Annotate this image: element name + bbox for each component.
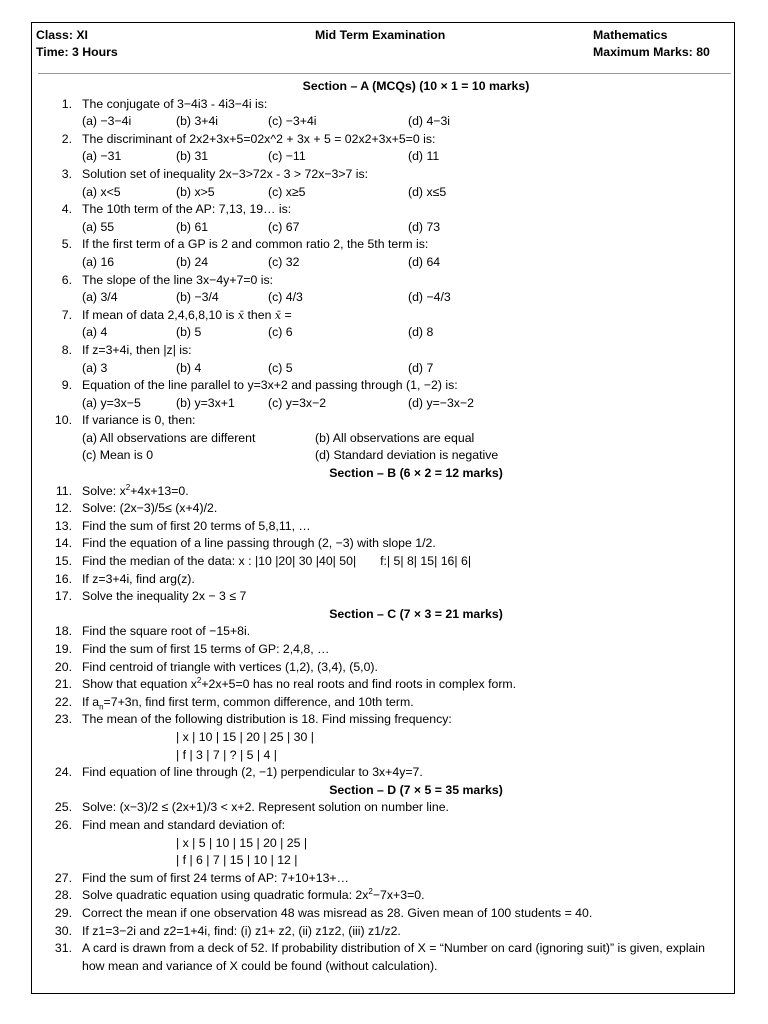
question-number: 21. — [54, 677, 72, 692]
option-a: (a) x<5 — [82, 184, 121, 199]
option-a: (a) −31 — [82, 149, 122, 164]
question-number: 11. — [55, 483, 72, 498]
table-row-f: | f | 6 | 7 | 15 | 10 | 12 | — [176, 853, 298, 868]
option-b: (b) −3/4 — [176, 290, 219, 305]
options-7 — [36, 324, 726, 342]
question-19 — [36, 641, 726, 659]
question-26 — [36, 817, 726, 835]
question-21 — [36, 676, 726, 694]
question-text-end: +2x+5=0 has no real roots and find roots in complex form. — [201, 677, 517, 692]
question-number: 31. — [54, 941, 72, 956]
question-13 — [36, 518, 726, 536]
question-text: The 10th term of the AP: 7,13, 19… is: — [82, 202, 292, 217]
option-b: (b) y=3x+1 — [176, 395, 235, 410]
option-b: (b) 5 — [176, 325, 202, 340]
option-d: (d) 73 — [408, 219, 441, 234]
section-d-heading: Section – D (7 × 5 = 35 marks) — [329, 782, 503, 797]
question-text: Solve: (2x−3)/5≤ (x+4)/2. — [82, 501, 218, 516]
question-number: 5. — [61, 237, 72, 252]
question-18 — [36, 623, 726, 641]
option-a: (a) 16 — [82, 254, 115, 269]
question-16 — [36, 571, 726, 589]
exponent: 2 — [368, 887, 373, 897]
option-a: (a) 55 — [82, 219, 115, 234]
table-row-f: | f | 3 | 7 | ? | 5 | 4 | — [176, 747, 277, 762]
question-text-end: +4x+13=0. — [130, 483, 189, 498]
question-8 — [36, 342, 726, 360]
question-1 — [36, 96, 726, 114]
question-24 — [36, 764, 726, 782]
class-label: Class: XI — [36, 28, 88, 42]
question-30 — [36, 923, 726, 941]
question-paper — [36, 78, 726, 975]
option-c: (c) −3+4i — [268, 114, 317, 129]
question-text-end: =7+3n, find first term, common difference, and 10th term. — [103, 694, 414, 709]
question-text-start: Show that equation x — [82, 677, 197, 692]
max-marks-label: Maximum Marks: 80 — [593, 45, 710, 59]
question-number: 20. — [54, 659, 72, 674]
question-text-start: Solve quadratic equation using quadratic formula: 2x — [82, 888, 369, 903]
options-1 — [36, 113, 726, 131]
question-text: If z=3+4i, then |z| is: — [82, 342, 192, 357]
option-b: (b) 24 — [176, 254, 209, 269]
question-text: Equation of the line parallel to y=3x+2 and passing through (1, −2) is: — [82, 378, 458, 393]
option-c: (c) y=3x−2 — [268, 395, 327, 410]
options-3 — [36, 184, 726, 202]
option-c: (c) 67 — [268, 219, 300, 234]
options-9 — [36, 395, 726, 413]
question-number: 18. — [54, 624, 72, 639]
options-2 — [36, 148, 726, 166]
exponent: 2 — [196, 676, 202, 686]
question-11 — [36, 483, 726, 501]
question-number: 23. — [54, 712, 72, 727]
question-text-start: If mean of data 2,4,6,8,10 is — [82, 307, 238, 322]
table-row-x: | x | 10 | 15 | 20 | 25 | 30 | — [176, 729, 314, 744]
option-d: (d) Standard deviation is negative — [315, 448, 499, 463]
question-number: 25. — [54, 800, 72, 815]
question-number: 9. — [61, 378, 72, 393]
question-12 — [36, 500, 726, 518]
option-c: (c) 6 — [268, 325, 293, 340]
header-divider — [38, 73, 731, 74]
question-number: 22. — [54, 694, 72, 709]
question-number: 24. — [54, 765, 72, 780]
question-text-start: If a — [82, 694, 100, 709]
options-4 — [36, 219, 726, 237]
option-a: (a) 3 — [82, 360, 108, 375]
option-a: (a) All observations are different — [82, 430, 256, 445]
question-number: 10. — [54, 413, 72, 428]
question-number: 1. — [61, 96, 72, 111]
option-d: (d) 11 — [408, 149, 440, 164]
option-d: (d) −4/3 — [408, 290, 451, 305]
question-number: 28. — [54, 888, 72, 903]
option-b: (b) 4 — [176, 360, 202, 375]
question-text-mid: then — [244, 307, 275, 322]
question-text-end: = — [281, 307, 292, 322]
question-text: Find the sum of first 15 terms of GP: 2,4,8, … — [82, 642, 330, 656]
question-text: The slope of the line 3x−4y+7=0 is: — [82, 272, 274, 287]
exponent: 2 — [125, 482, 131, 492]
subject-label: Mathematics — [593, 28, 668, 42]
option-d: (d) 8 — [408, 325, 434, 340]
question-text: Find the square root of −15+8i. — [82, 624, 251, 639]
question-number: 2. — [61, 131, 72, 146]
question-text: If variance is 0, then: — [82, 413, 196, 428]
option-a: (a) 3/4 — [82, 290, 118, 305]
question-number: 15. — [54, 554, 72, 569]
question-number: 27. — [54, 870, 72, 885]
options-10-row-1 — [36, 430, 726, 448]
subscript: n — [99, 702, 104, 712]
question-29 — [36, 905, 726, 923]
option-c: (c) Mean is 0 — [82, 448, 154, 463]
question-text: Find the sum of first 24 terms of AP: 7+10+13+… — [82, 870, 349, 885]
question-text: If z=3+4i, find arg(z). — [82, 571, 195, 586]
option-b: (b) 3+4i — [176, 114, 219, 129]
question-text: The conjugate of 3−4i3 - 4i3−4i is: — [82, 96, 268, 111]
question-text-end: −7x+3=0. — [372, 888, 425, 903]
options-8 — [36, 360, 726, 378]
option-b: (b) 31 — [176, 149, 209, 164]
question-text: Find equation of line through (2, −1) perpendicular to 3x+4y=7. — [82, 765, 423, 780]
question-2 — [36, 131, 726, 149]
header-right — [593, 27, 710, 61]
question-text: The discriminant of 2x2+3x+5=02x^2 + 3x + 5 = 02x2+3x+5=0 is: — [82, 131, 436, 146]
question-9 — [36, 377, 726, 395]
question-number: 16. — [54, 571, 72, 586]
xbar-symbol: x̄ — [274, 308, 282, 322]
question-3 — [36, 166, 726, 184]
question-14 — [36, 535, 726, 553]
option-d: (d) 64 — [408, 254, 441, 269]
question-number: 26. — [54, 817, 72, 832]
section-c-heading: Section – C (7 × 3 = 21 marks) — [329, 606, 503, 621]
question-10 — [36, 412, 726, 430]
question-text: Find the equation of a line passing through (2, −3) with slope 1/2. — [82, 536, 436, 551]
question-text: Solve: (x−3)/2 ≤ (2x+1)/3 < x+2. Represent solution on number line. — [82, 800, 449, 815]
options-6 — [36, 289, 726, 307]
question-text: Find the sum of first 20 terms of 5,8,11, … — [82, 518, 311, 533]
question-20 — [36, 659, 726, 677]
question-31 — [36, 940, 726, 975]
question-number: 14. — [54, 536, 72, 551]
option-a: (a) −3−4i — [82, 114, 132, 129]
question-text: Find centroid of triangle with vertices (1,2), (3,4), (5,0). — [82, 659, 378, 674]
question-number: 19. — [54, 642, 72, 656]
question-text: A card is drawn from a deck of 52. If probability distribution of X = “Number on card (ignoring suit)” is given, explain how mean and variance of X could be found (without calculation). — [82, 941, 705, 973]
question-23 — [36, 711, 726, 729]
options-5 — [36, 254, 726, 272]
question-number: 6. — [61, 272, 72, 287]
question-number: 30. — [54, 923, 72, 938]
question-text: Solution set of inequality 2x−3>72x - 3 > 72x−3>7 is: — [82, 166, 369, 181]
option-c: (c) x≥5 — [268, 184, 306, 199]
option-c: (c) 5 — [268, 360, 293, 375]
question-text: Find the median of the data: x : |10 |20| 30 |40| 50| f:| 5| 8| 15| 16| 6| — [82, 554, 472, 569]
question-28 — [36, 887, 726, 905]
question-number: 3. — [61, 166, 72, 181]
option-d: (d) 7 — [408, 360, 434, 375]
question-text: Correct the mean if one observation 48 was misread as 28. Given mean of 100 students = 40. — [82, 905, 593, 920]
exam-title: Mid Term Examination — [315, 28, 446, 42]
question-number: 7. — [61, 307, 72, 322]
question-17 — [36, 588, 726, 606]
xbar-symbol: x̄ — [237, 308, 245, 322]
section-a-heading: Section – A (MCQs) (10 × 1 = 10 marks) — [302, 79, 530, 93]
option-a: (a) 4 — [82, 325, 108, 340]
question-text: If z1=3−2i and z2=1+4i, find: (i) z1+ z2, (ii) z1z2, (iii) z1/z2. — [82, 923, 401, 938]
option-c: (c) 32 — [268, 254, 300, 269]
question-number: 12. — [54, 501, 72, 516]
question-text: The mean of the following distribution is 18. Find missing frequency: — [82, 712, 452, 727]
option-c: (c) −11 — [268, 149, 306, 164]
option-a: (a) y=3x−5 — [82, 395, 141, 410]
option-b: (b) All observations are equal — [315, 430, 475, 445]
option-d: (d) x≤5 — [408, 184, 447, 199]
question-number: 8. — [61, 342, 72, 357]
question-4 — [36, 201, 726, 219]
question-text: If the first term of a GP is 2 and common ratio 2, the 5th term is: — [82, 237, 429, 252]
time-label: Time: 3 Hours — [36, 45, 118, 59]
option-d: (d) 4−3i — [408, 114, 451, 129]
question-text: Solve the inequality 2x − 3 ≤ 7 — [82, 589, 247, 604]
question-number: 17. — [54, 589, 72, 604]
question-text: Find mean and standard deviation of: — [82, 817, 286, 832]
section-b-heading: Section – B (6 × 2 = 12 marks) — [329, 466, 503, 481]
option-c: (c) 4/3 — [268, 290, 303, 305]
header-left — [36, 27, 118, 61]
question-6 — [36, 272, 726, 290]
question-25 — [36, 799, 726, 817]
question-5 — [36, 236, 726, 254]
option-d: (d) y=−3x−2 — [408, 395, 474, 410]
question-number: 13. — [54, 518, 72, 533]
question-22 — [36, 694, 726, 712]
option-b: (b) 61 — [176, 219, 209, 234]
question-7 — [36, 307, 726, 325]
question-number: 4. — [61, 202, 72, 217]
question-15 — [36, 553, 726, 571]
option-b: (b) x>5 — [176, 184, 215, 199]
question-number: 29. — [54, 905, 72, 920]
question-27 — [36, 870, 726, 888]
options-10-row-2 — [36, 447, 726, 465]
question-text-start: Solve: x — [82, 483, 126, 498]
table-row-x: | x | 5 | 10 | 15 | 20 | 25 | — [176, 835, 308, 850]
